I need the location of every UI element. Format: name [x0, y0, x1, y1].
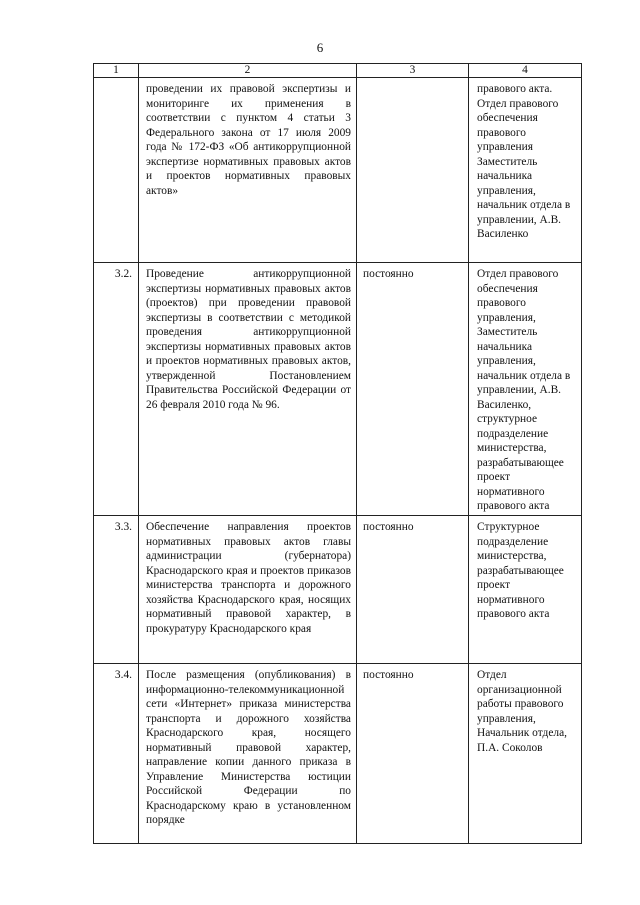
row-number: 3.2. — [94, 263, 139, 516]
table-row — [94, 263, 582, 516]
table-row — [94, 516, 582, 664]
row-responsible: Отдел организационной работы правового управления, Начальник отдела, П.А. Соколов — [469, 664, 582, 844]
page-number: 6 — [316, 40, 324, 55]
row-action: Проведение антикоррупционной экспертизы нормативных правовых актов (проектов) при проведении правовой экспертизы в соответствии с методикой проведения антикоррупционной экспертизы нормативных правовых актов и проектов нормативных правовых актов, утвержденной Постановлением Правительства Российской Федерации от 26 февраля 2010 года № 96. — [139, 263, 357, 516]
row-term: постоянно — [357, 664, 469, 844]
row-action: проведении их правовой экспертизы и мониторинге их применения в соответствии с пунктом 4 статьи 3 Федерального закона от 17 июля 2009 года № 172-ФЗ «Об антикоррупционной экспертизе нормативных правовых актов и проектов нормативных правовых актов» — [139, 78, 357, 263]
measures-table — [93, 63, 582, 844]
row-number — [94, 78, 139, 263]
header-col-1: 1 — [94, 64, 139, 78]
row-responsible: правового акта. Отдел правового обеспечения правового управления Заместитель начальника управления, начальник отдела в управлении, А.В. Василенко — [469, 78, 582, 263]
table-row — [94, 78, 582, 263]
header-col-4: 4 — [469, 64, 582, 78]
table-row — [94, 664, 582, 844]
header-col-2: 2 — [139, 64, 357, 78]
header-col-3: 3 — [357, 64, 469, 78]
row-number: 3.4. — [94, 664, 139, 844]
table-header-row — [94, 64, 582, 78]
row-term: постоянно — [357, 516, 469, 664]
row-responsible: Отдел правового обеспечения правового управления, Заместитель начальника управления, начальник отдела в управлении, А.В. Василенко, структурное подразделение министерства, разрабатывающее проект нормативного правового акта — [469, 263, 582, 516]
row-number: 3.3. — [94, 516, 139, 664]
row-responsible: Структурное подразделение министерства, разрабатывающее проект нормативного правового акта — [469, 516, 582, 664]
row-term — [357, 78, 469, 263]
row-action: Обеспечение направления проектов нормативных правовых актов главы администрации (губернатора) Краснодарского края и проектов приказов министерства транспорта и дорожного хозяйства Краснодарского края, носящих нормативный правовой характер, в прокуратуру Краснодарского края — [139, 516, 357, 664]
row-action: После размещения (опубликования) в информационно-телекоммуникационной сети «Интернет» приказа министерства транспорта и дорожного хозяйства Краснодарского края, носящего нормативный правовой характер, направление копии данного приказа в Управление Министерства юстиции Российской Федерации по Краснодарскому краю в установленном порядке — [139, 664, 357, 844]
row-term: постоянно — [357, 263, 469, 516]
